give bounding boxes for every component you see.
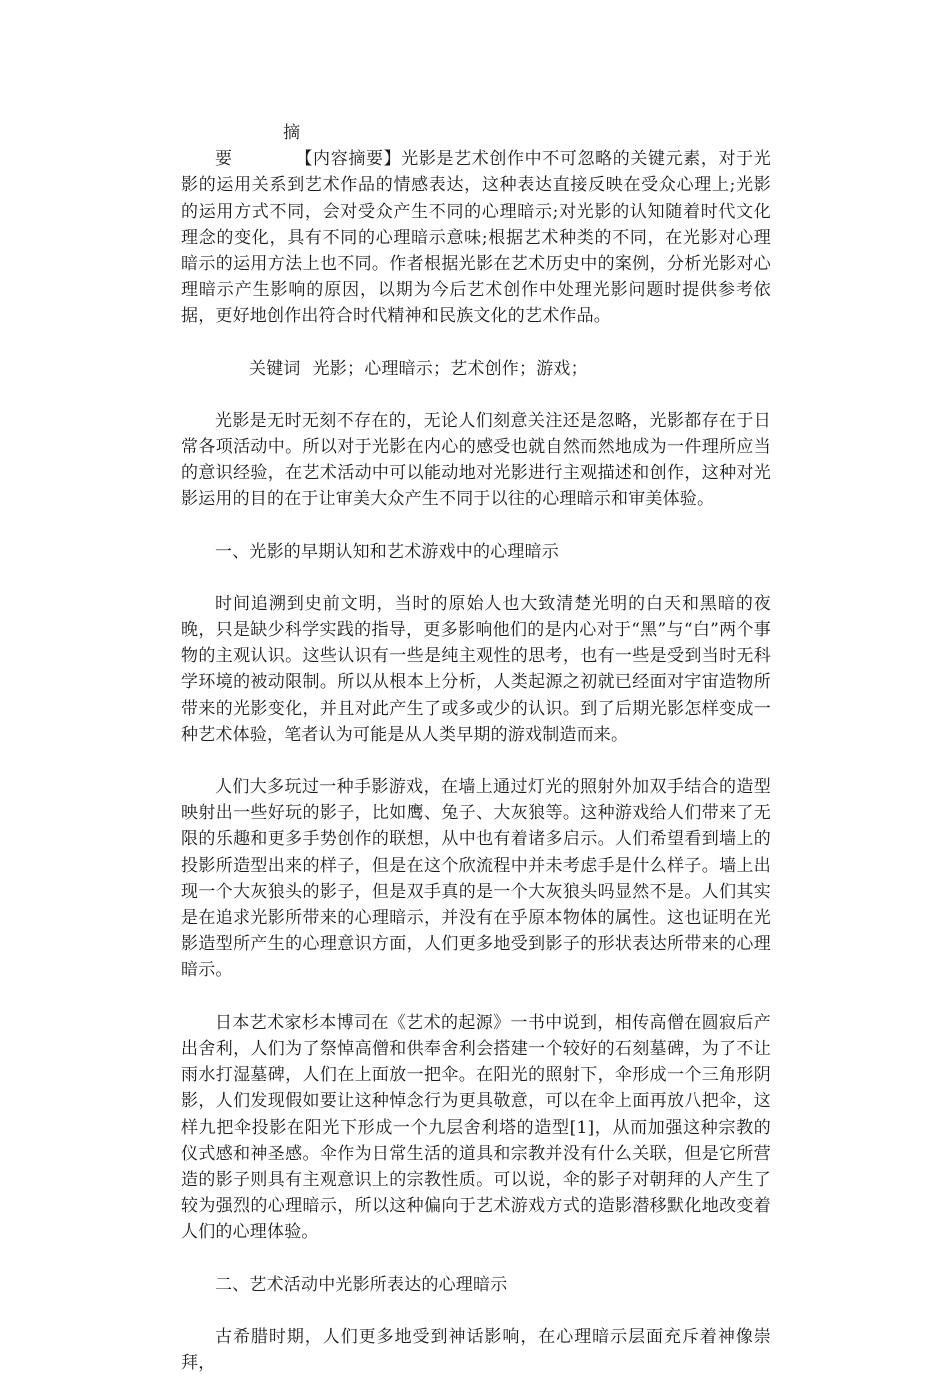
abstract-text: 【内容摘要】光影是艺术创作中不可忽略的关键元素，对于光影的运用关系到艺术作品的情感表达，这种表达直接反映在受众心理上;光影的运用方式不同，会对受众产生不同的心理暗示;对光影的认知随着时代文化理念的变化，具有不同的心理暗示意味;根据艺术种类的不同，在光影对心理暗示的运用方法上也不同。作者根据光影在艺术历史中的案例，分析光影对心理暗示产生影响的原因，以期为今后艺术创作中处理光影问题时提供参考依据，更好地创作出符合时代精神和民族文化的艺术作品。 [181, 149, 771, 327]
body-paragraph-4: 古希腊时期，人们更多地受到神话影响，在心理暗示层面充斥着神像崇拜， [181, 1326, 771, 1373]
body-paragraph-3: 日本艺术家杉本博司在《艺术的起源》一书中说到，相传高僧在圆寂后产出舍利，人们为了祭悼高僧和供奉舍利会搭建一个较好的石刻墓碑，为了不让雨水打湿墓碑，人们在上面放一把伞。在阳光的照射下，伞形成一个三角形阴影，人们发现假如要让这种悼念行为更具敬意，可以在伞上面再放八把伞，这样九把伞投影在阳光下形成一个九层舍利塔的造型[1]，从而加强这种宗教的仪式感和神圣感。伞作为日常生活的道具和宗教并没有什么关联，但是它所营造的影子则具有主观意识上的宗教性质。可以说，伞的影子对朝拜的人产生了较为强烈的心理暗示，所以这种偏向于艺术游戏方式的造影潜移默化地改变着人们的心理体验。 [181, 1012, 771, 1243]
section-heading-1: 一、光影的早期认知和艺术游戏中的心理暗示 [215, 541, 559, 562]
abstract-label-char2: 要 [215, 149, 232, 170]
keywords-paragraph [181, 356, 771, 382]
document-page [181, 120, 771, 1376]
abstract-label [215, 120, 300, 172]
abstract-label-char1: 摘 [283, 123, 300, 143]
body-paragraph-1: 时间追溯到史前文明，当时的原始人也大致清楚光明的白天和黑暗的夜晚，只是缺少科学实践的指导，更多影响他们的是内心对于“黑”与“白”两个事物的主观认识。这些认识有一些是纯主观性的思考，也有一些是受到当时无科学环境的被动限制。所以从根本上分析，人类起源之初就已经面对宇宙造物所带来的光影变化，并且对此产生了或多或少的认识。到了后期光影怎样变成一种艺术体验，笔者认为可能是从人类早期的游戏制造而来。 [181, 593, 771, 745]
keywords-label: 关键词 [249, 358, 301, 379]
section-heading-2: 二、艺术活动中光影所表达的心理暗示 [215, 1274, 508, 1295]
intro-paragraph: 光影是无时无刻不存在的，无论人们刻意关注还是忽略，光影都存在于日常各项活动中。所以对于光影在内心的感受也就自然而然地成为一件理所应当的意识经验，在艺术活动中可以能动地对光影进行主观描述和创作，这种对光影运用的目的在于让审美大众产生不同于以往的心理暗示和审美体验。 [181, 410, 771, 510]
abstract-paragraph [181, 120, 771, 330]
body-paragraph-2: 人们大多玩过一种手影游戏，在墙上通过灯光的照射外加双手结合的造型映射出一些好玩的影子，比如鹰、兔子、大灰狼等。这种游戏给人们带来了无限的乐趣和更多手势创作的联想，从中也有着诸多启示。人们希望看到墙上的投影所造型出来的样子，但是在这个欣流程中并未考虑手是什么样子。墙上出现一个大灰狼头的影子，但是双手真的是一个大灰狼头吗显然不是。人们其实是在追求光影所带来的心理暗示，并没有在乎原本物体的属性。这也证明在光影造型所产生的心理意识方面，人们更多地受到影子的形状表达所带来的心理暗示。 [181, 777, 771, 981]
keywords-text: 光影；心理暗示；艺术创作；游戏； [312, 358, 588, 379]
